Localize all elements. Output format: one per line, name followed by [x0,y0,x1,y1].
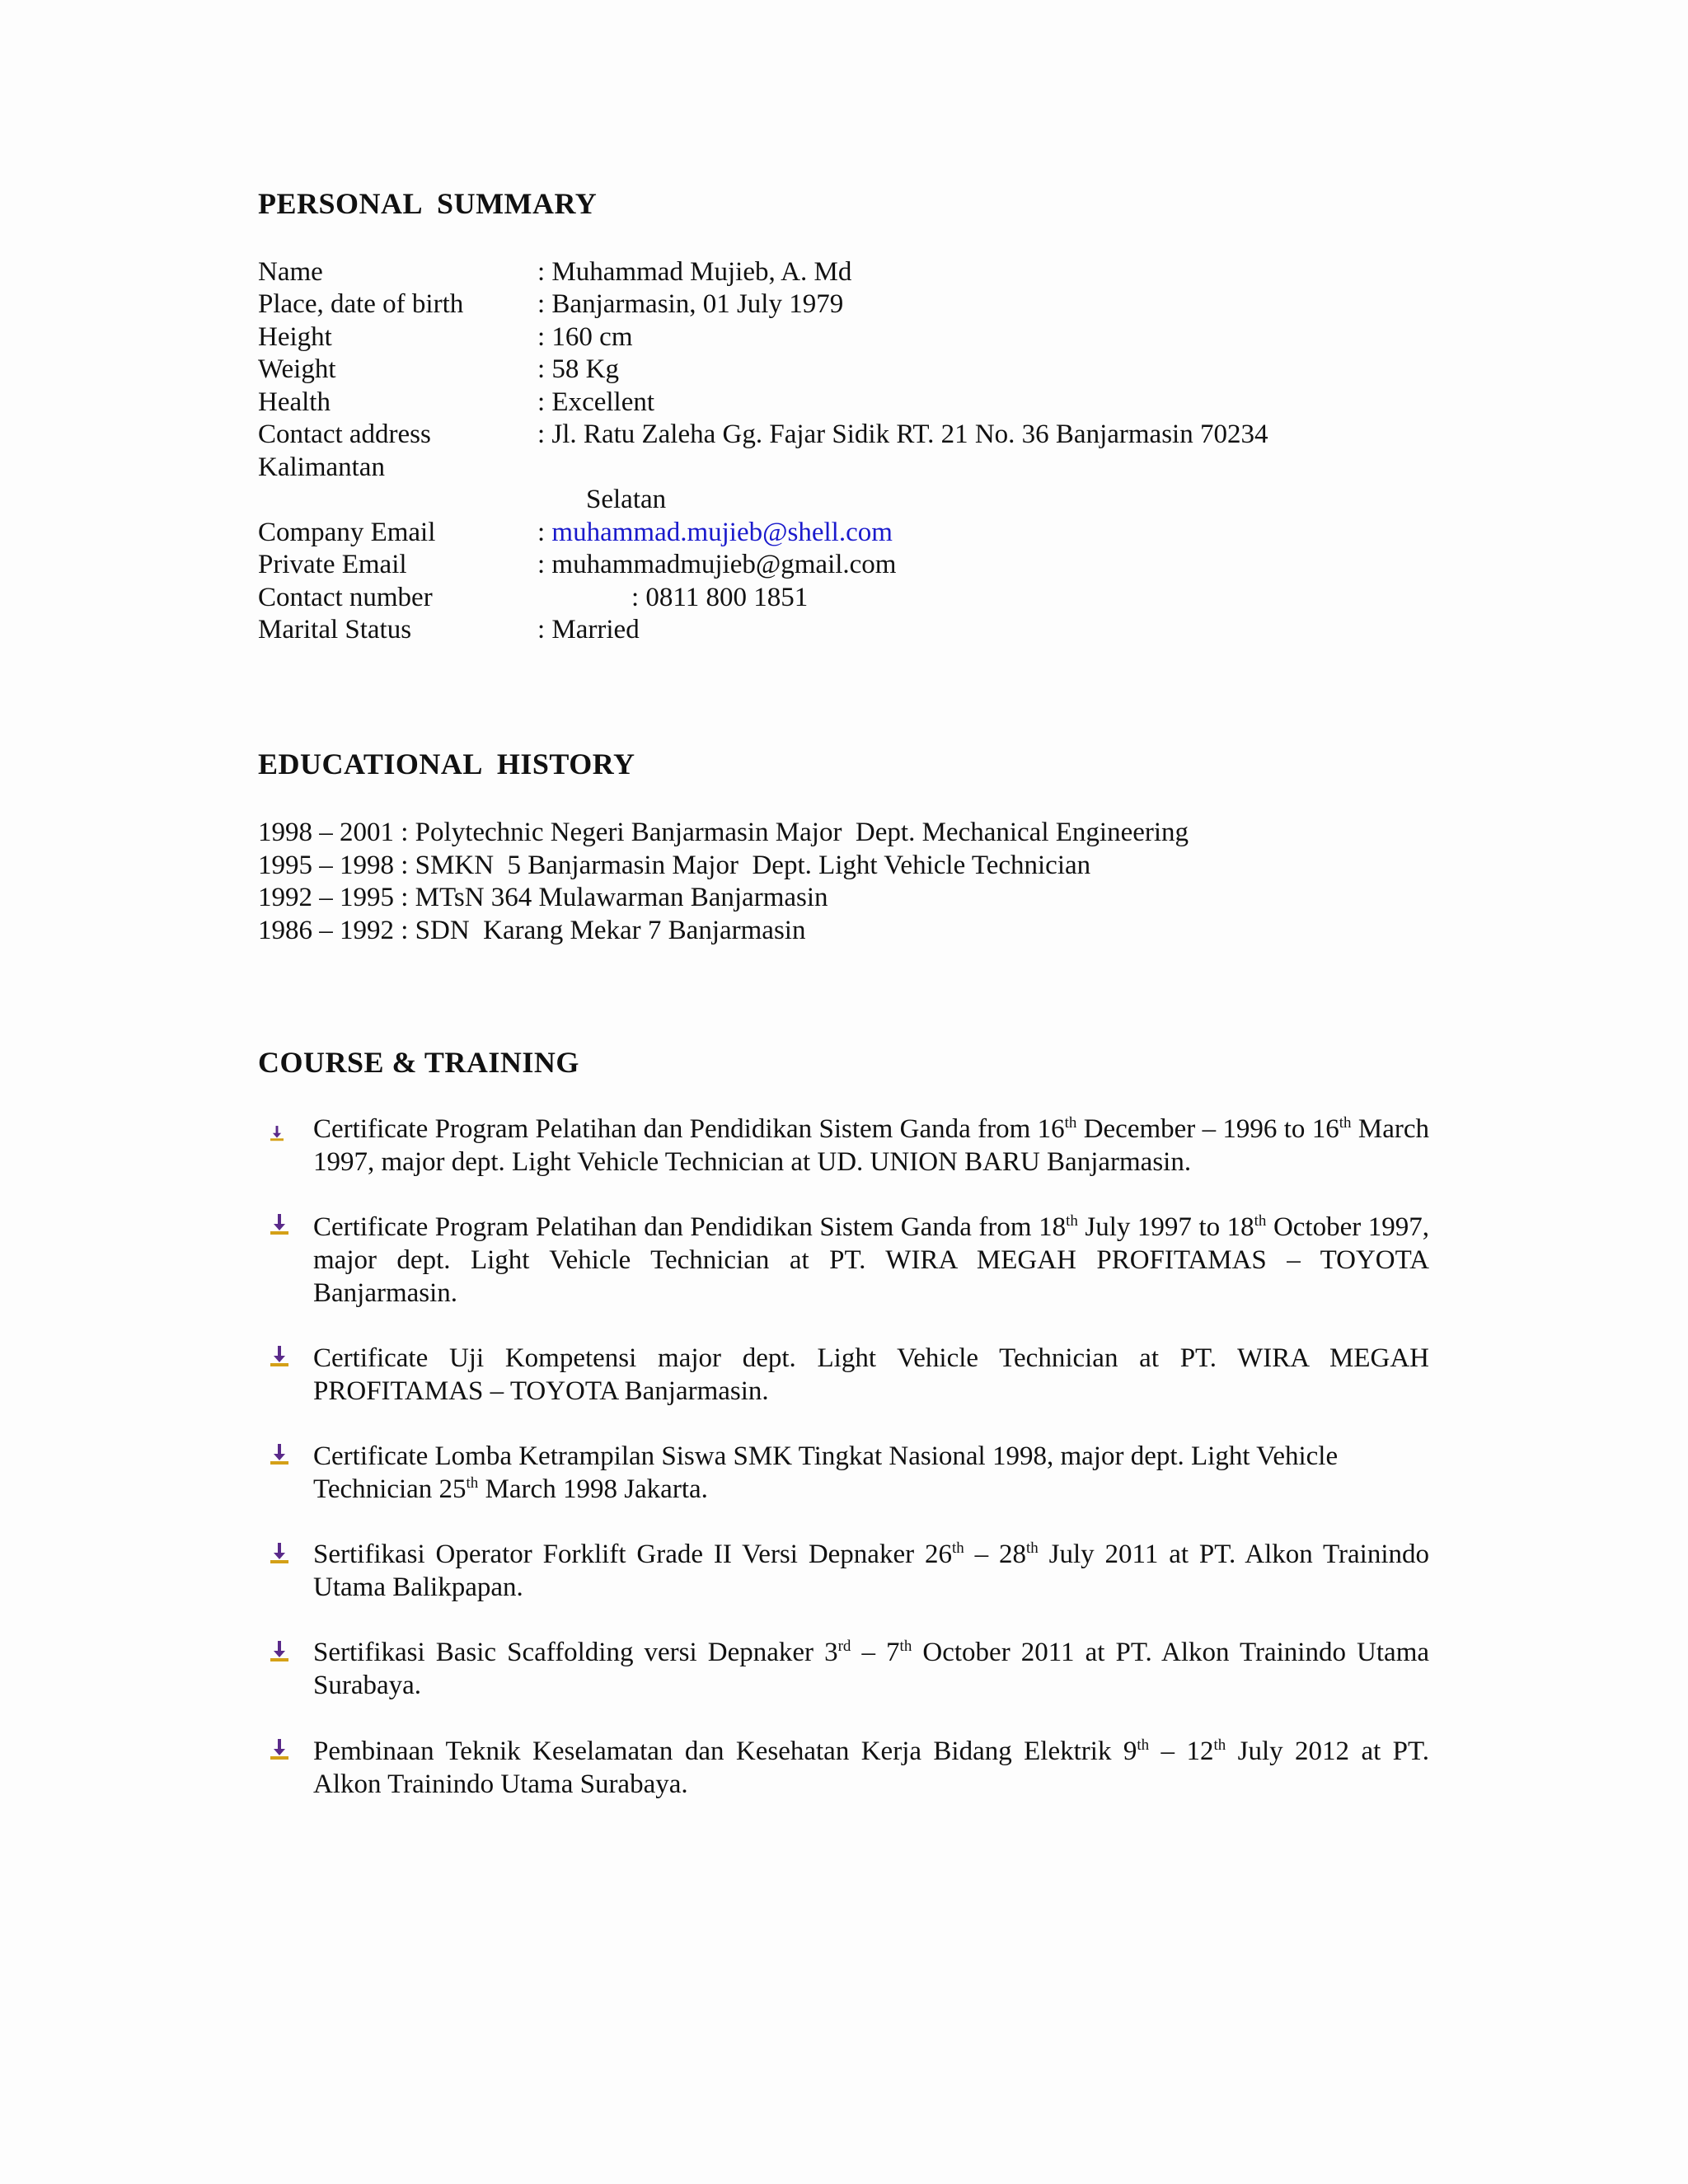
down-arrow-bullet-icon [270,1739,288,1760]
ordinal-suffix: th [951,1540,964,1557]
down-arrow-bullet-icon [270,1444,288,1465]
address-value: : Jl. Ratu Zaleha Gg. Fajar Sidik RT. 21 No. 36 Banjarmasin 70234 [537,419,1268,449]
course-text: December – 1996 to 16 [1076,1114,1339,1144]
course-text: July 1997 to 18 [1077,1212,1254,1242]
marital-status-label: Marital Status [258,615,412,644]
company-email-link[interactable]: muhammad.mujieb@shell.com [551,518,893,547]
marital-status-value: : Married [537,615,640,644]
course-text: – 7 [851,1638,900,1667]
education-item: 1995 – 1998 : SMKN 5 Banjarmasin Major Dept. Light Vehicle Technician [258,851,1091,880]
course-text: Sertifikasi Basic Scaffolding versi Depnaker 3 [313,1638,838,1667]
course-training-heading: COURSE & TRAINING [258,1046,579,1079]
course-item [313,1342,1429,1408]
health-label: Health [258,387,331,417]
course-text: Certificate Program Pelatihan dan Pendidikan Sistem Ganda from 16 [313,1114,1065,1144]
course-text: March 1998 Jakarta. [478,1474,708,1504]
course-text: – 28 [964,1540,1026,1569]
health-value: : Excellent [537,387,655,417]
down-arrow-bullet-icon [270,1214,288,1235]
address-continued-1: Kalimantan [258,452,385,482]
course-text: July 2012 at PT. Alkon Trainindo Utama Surabaya. [313,1736,1429,1799]
ordinal-suffix: th [899,1638,912,1655]
course-item [313,1735,1429,1801]
course-text: Pembinaan Teknik Keselamatan dan Kesehatan Kerja Bidang Elektrik 9 [313,1736,1137,1766]
ordinal-suffix: th [466,1474,479,1492]
education-item: 1986 – 1992 : SDN Karang Mekar 7 Banjarmasin [258,916,806,945]
contact-number-value: : 0811 800 1851 [631,583,809,612]
education-item: 1998 – 2001 : Polytechnic Negeri Banjarmasin Major Dept. Mechanical Engineering [258,818,1189,847]
course-item [313,1440,1429,1506]
weight-label: Weight [258,354,336,384]
birth-label: Place, date of birth [258,289,464,319]
course-item [313,1211,1429,1310]
course-text: Certificate Program Pelatihan dan Pendidikan Sistem Ganda from 18 [313,1212,1067,1242]
course-text: Sertifikasi Operator Forklift Grade II Versi Depnaker 26 [313,1540,952,1569]
educational-history-heading: EDUCATIONAL HISTORY [258,748,635,780]
weight-value: : 58 Kg [537,354,619,384]
course-text: Certificate Uji Kompetensi major dept. Light Vehicle Technician at PT. WIRA MEGAH PROFITAMAS – TOYOTA Banjarmasin. [313,1343,1429,1406]
private-email-label: Private Email [258,550,407,579]
company-email-colon: : [537,518,552,547]
ordinal-suffix: th [1064,1114,1077,1132]
ordinal-suffix: th [1137,1736,1150,1754]
course-text: Certificate Lomba Ketrampilan Siswa SMK Tingkat Nasional 1998, major dept. Light Vehicle Technician 25 [313,1441,1339,1504]
ordinal-suffix: th [1339,1114,1352,1132]
education-item: 1992 – 1995 : MTsN 364 Mulawarman Banjarmasin [258,883,828,912]
ordinal-suffix: th [1066,1212,1078,1230]
height-label: Height [258,322,332,352]
down-arrow-bullet-icon [270,1543,288,1564]
contact-number-label: Contact number [258,583,433,612]
address-continued-2: Selatan [586,485,667,514]
down-arrow-bullet-icon [270,1346,288,1367]
ordinal-suffix: th [1026,1540,1039,1557]
course-item [313,1113,1429,1179]
height-value: : 160 cm [537,322,633,352]
personal-summary-heading: PERSONAL SUMMARY [258,187,598,220]
birth-value: : Banjarmasin, 01 July 1979 [537,289,844,319]
course-text: July 2011 at PT. Alkon Trainindo Utama Balikpapan. [313,1540,1429,1602]
company-email-label: Company Email [258,518,436,547]
down-arrow-bullet-icon [270,1126,284,1141]
course-text: October 2011 at PT. Alkon Trainindo Utama Surabaya. [313,1638,1430,1700]
name-value: : Muhammad Mujieb, A. Md [537,257,852,287]
course-text: March 1997, major dept. Light Vehicle Technician at UD. UNION BARU Banjarmasin. [313,1114,1429,1177]
ordinal-suffix: th [1213,1736,1226,1754]
name-label: Name [258,257,323,287]
course-text: – 12 [1149,1736,1214,1766]
ordinal-suffix: th [1254,1212,1267,1230]
course-text: October 1997, major dept. Light Vehicle Technician at PT. WIRA MEGAH PROFITAMAS – TOYOTA Banjarmasin. [313,1212,1429,1308]
down-arrow-bullet-icon [270,1641,288,1662]
course-item [313,1538,1429,1604]
course-item [313,1636,1429,1702]
ordinal-suffix: rd [837,1638,851,1655]
address-label: Contact address [258,419,431,449]
private-email-value: : muhammadmujieb@gmail.com [537,550,897,579]
company-email-value [537,516,893,549]
